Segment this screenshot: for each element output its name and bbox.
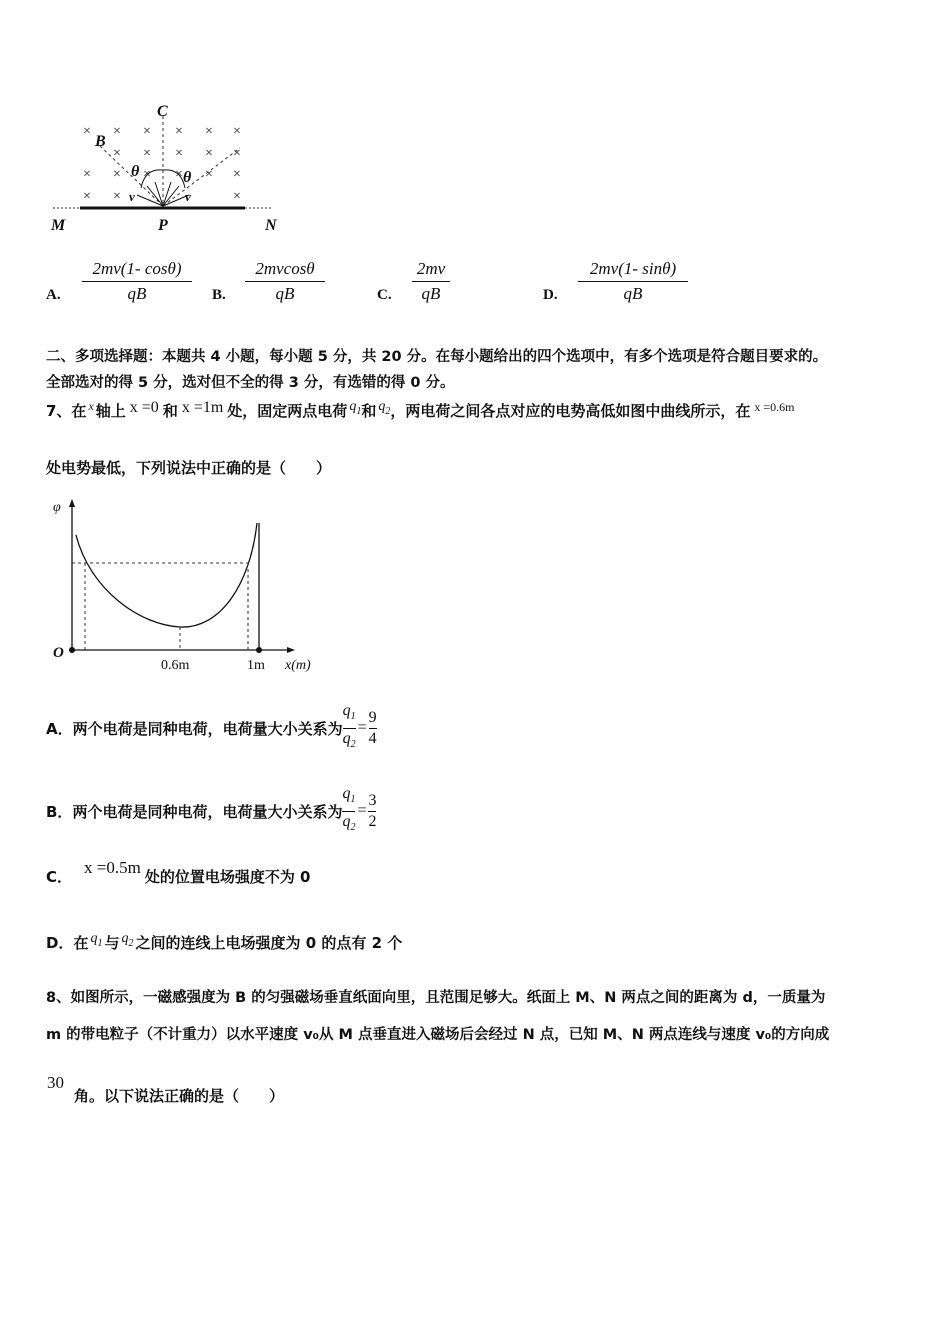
q6-option-d-denominator: qB <box>623 284 643 303</box>
q7-option-d-mid: 与 <box>104 934 120 952</box>
q7-option-b-text: 两个电荷是同种电荷，电荷量大小关系为 <box>72 802 343 821</box>
q7-option-d-label: D．在 <box>46 934 89 952</box>
q7-option-c-text: 处的位置电场强度不为 0 <box>144 868 311 886</box>
q7-option-d <box>46 932 402 962</box>
label-v-right: v <box>185 189 191 204</box>
q7-text-3: 和 <box>162 402 178 420</box>
q7-option-a-q-ratio: $q_1$ $q_2$ <box>342 702 356 750</box>
q7-option-a-eq: = <box>357 719 367 736</box>
label-theta-right: θ <box>183 169 192 186</box>
field-mark: × <box>205 146 213 161</box>
q7-option-c <box>46 858 311 896</box>
graph-tick-1m: 1m <box>247 658 265 673</box>
magnetic-field-figure <box>45 98 295 238</box>
field-mark: × <box>233 146 241 161</box>
graph-origin: O <box>53 645 64 661</box>
graph-x-label: x(m) <box>285 658 311 673</box>
field-mark: × <box>175 146 183 161</box>
label-m: M <box>51 217 66 234</box>
q8-stem-line2: m 的带电粒子（不计重力）以水平速度 v₀从 M 点垂直进入磁场后会经过 N 点，已知 M、N 两点连线与速度 v₀的方向成 <box>46 1027 830 1043</box>
q7-text-2: 轴上 <box>95 402 126 420</box>
q7-option-b-q-ratio: $q_1$ $q_2$ <box>342 785 356 833</box>
q7-option-d-text: 之间的连线上电场强度为 0 的点有 2 个 <box>135 934 403 952</box>
section2-instructions-line2: 全部选对的得 5 分，选对但不全的得 3 分，有选错的得 0 分。 <box>46 375 455 391</box>
q6-option-b-label: B. <box>212 287 226 303</box>
q7-option-d-q2: $q_2$ <box>121 931 134 949</box>
q8-stem-line1: 8、如图所示，一磁感强度为 B 的匀强磁场垂直纸面向里，且范围足够大。纸面上 M、N 两点之间的距离为 d，一质量为 <box>46 990 826 1006</box>
q6-option-a-fraction <box>82 258 192 305</box>
field-mark: × <box>205 167 213 182</box>
q7-option-a-value: 9 4 <box>368 708 377 747</box>
q6-option-a-label: A. <box>46 287 61 303</box>
q7-option-b-eq: = <box>357 802 367 819</box>
q7-x06: x =0.6m <box>754 400 795 414</box>
field-mark: × <box>113 189 121 204</box>
q6-option-c-label: C. <box>377 287 392 303</box>
q7-option-b-value: 3 2 <box>368 791 377 830</box>
q6-option-d-numerator: 2mv(1- sinθ) <box>589 259 677 278</box>
q7-option-b-label: B． <box>46 802 73 821</box>
field-mark: × <box>113 167 121 182</box>
q6-option-c-fraction <box>412 258 450 305</box>
q8-stem-line3: 角。以下说法正确的是（ ） <box>74 1087 285 1105</box>
label-b: B <box>95 133 106 150</box>
q6-option-c-numerator: 2mv <box>416 259 446 278</box>
q6-option-b-fraction <box>245 258 325 305</box>
field-mark: × <box>83 189 91 204</box>
q6-option-c-denominator: qB <box>421 284 441 303</box>
q7-x0: x =0 <box>129 399 159 416</box>
q7-option-a-label: A． <box>46 719 73 738</box>
q6-option-a-denominator: qB <box>127 284 147 303</box>
label-theta-left: θ <box>131 163 140 180</box>
q7-option-d-q1: $q_1$ <box>90 931 103 949</box>
q7-q2: $q_2$ <box>378 399 391 417</box>
label-p: P <box>158 217 168 234</box>
q7-option-a-text: 两个电荷是同种电荷，电荷量大小关系为 <box>72 719 343 738</box>
field-mark: × <box>143 124 151 139</box>
q7-x1: x =1m <box>181 399 224 416</box>
q7-stem-line1 <box>46 400 794 430</box>
q6-option-a-numerator: 2mv(1- cosθ) <box>92 259 182 278</box>
field-mark: × <box>233 167 241 182</box>
q6-option-b-denominator: qB <box>275 284 295 303</box>
field-mark: × <box>175 167 183 182</box>
q6-option-d-label: D. <box>543 287 558 303</box>
field-mark: × <box>233 189 241 204</box>
field-mark: × <box>113 124 121 139</box>
field-mark: × <box>83 124 91 139</box>
label-n: N <box>265 217 277 234</box>
q7-option-a <box>46 700 377 756</box>
q7-text-4: 处，固定两点电荷 <box>227 402 348 420</box>
field-mark: × <box>205 124 213 139</box>
q7-option-b <box>46 783 376 839</box>
label-v-left: v <box>129 189 135 204</box>
field-mark: × <box>233 124 241 139</box>
label-c: C <box>157 103 168 120</box>
q7-text-5: 和 <box>361 402 377 420</box>
field-mark: × <box>113 146 121 161</box>
q6-option-d-fraction <box>578 258 688 305</box>
q7-option-c-label: C． <box>46 868 73 886</box>
field-mark: × <box>83 167 91 182</box>
q7-option-c-math: x =0.5m <box>84 858 141 877</box>
field-mark: × <box>143 146 151 161</box>
q7-text-1: 7、在 <box>46 402 87 420</box>
graph-y-label: φ <box>53 500 61 515</box>
q8-angle: 30 <box>47 1073 64 1092</box>
field-mark: × <box>143 167 151 182</box>
q7-text-6: ，两电荷之间各点对应的电势高低如图中曲线所示，在 <box>390 402 751 420</box>
potential-graph <box>45 495 335 680</box>
q7-x-var: x <box>88 399 94 413</box>
q6-option-b-numerator: 2mvcosθ <box>255 259 315 278</box>
graph-tick-0.6m: 0.6m <box>161 658 190 673</box>
section2-instructions-line1: 二、多项选择题：本题共 4 小题，每小题 5 分，共 20 分。在每小题给出的四个选项中，有多个选项是符合题目要求的。 <box>46 349 828 365</box>
q7-stem-line2: 处电势最低，下列说法中正确的是（ ） <box>46 459 332 477</box>
q7-q1: $q_1$ <box>349 399 362 417</box>
field-mark: × <box>175 124 183 139</box>
